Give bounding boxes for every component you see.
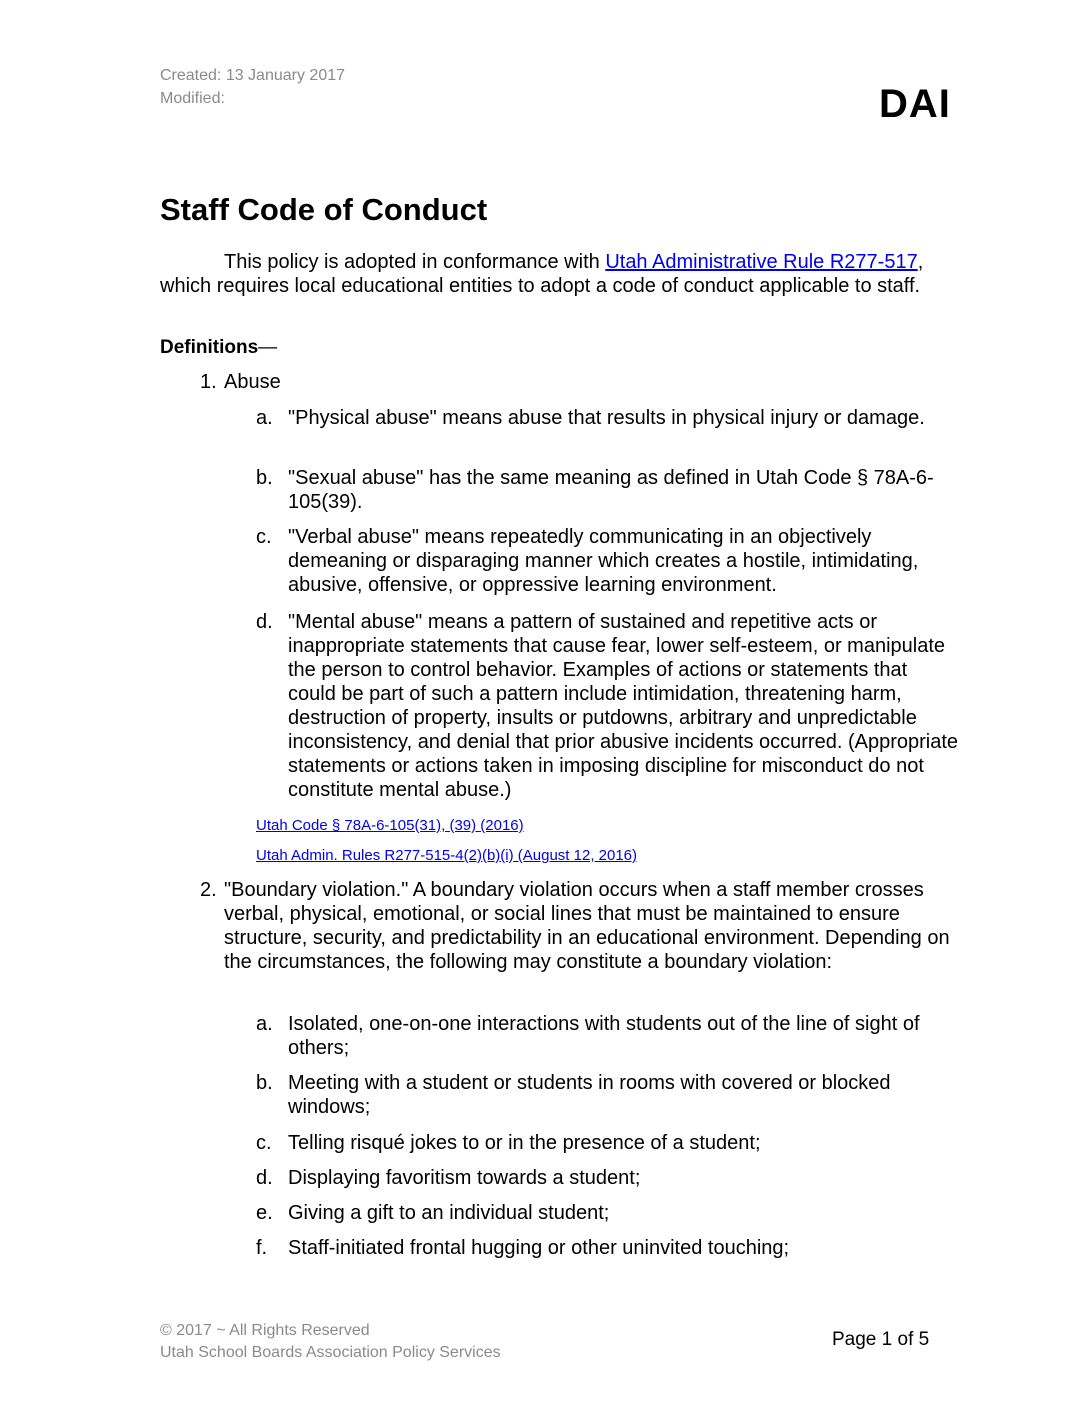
page-number: Page 1 of 5 (832, 1329, 930, 1350)
list-item-abuse-d (256, 610, 960, 802)
definition-verbal-abuse: "Verbal abuse" means repeatedly communicating in an objectively demeaning or disparaging manner which creates a hostile, intimidating, abusive, offensive, or oppressive learning environment. (288, 526, 919, 596)
rule-link[interactable]: Utah Administrative Rule R277-517 (605, 251, 918, 273)
policy-code: DAI (879, 82, 951, 126)
footer-copyright-block (160, 1320, 501, 1364)
list-number: 2. (200, 879, 217, 901)
modified-date: Modified: (160, 90, 225, 107)
list-item-boundary-violation (200, 878, 960, 998)
list-item-boundary-a (256, 1012, 960, 1060)
boundary-example-text: Telling risqué jokes to or in the presence of a student; (288, 1132, 761, 1154)
definition-sexual-abuse: "Sexual abuse" has the same meaning as defined in Utah Code § 78A-6-105(39). (288, 467, 934, 513)
list-letter: c. (256, 526, 272, 548)
list-letter: b. (256, 1072, 273, 1094)
list-item-abuse-c (256, 525, 960, 597)
intro-paragraph (160, 250, 960, 298)
definition-physical-abuse: "Physical abuse" means abuse that results in physical injury or damage. (288, 407, 925, 429)
copyright-text: © 2017 ~ All Rights Reserved (160, 1322, 370, 1339)
list-letter: d. (256, 611, 273, 633)
boundary-example-text: Staff-initiated frontal hugging or other uninvited touching; (288, 1237, 790, 1259)
definitions-label: Definitions (160, 337, 259, 358)
page-title: Staff Code of Conduct (160, 192, 488, 227)
citation-utah-admin-rules[interactable]: Utah Admin. Rules R277-515-4(2)(b)(i) (August 12, 2016) (256, 847, 638, 864)
definition-mental-abuse: "Mental abuse" means a pattern of sustained and repetitive acts or inappropriate statements that cause fear, lower self-esteem, or manipulate the person to control behavior. Examples of actions or statements that could be part of such a pattern include intimidation, threatening harm, destruction of property, insults or putdowns, arbitrary and unpredictable inconsistency, and denial that prior abusive incidents occurred. (Appropriate statements or actions taken in imposing discipline for misconduct do not constitute mental abuse.) (288, 611, 958, 801)
boundary-example-text: Meeting with a student or students in rooms with covered or blocked windows; (288, 1072, 891, 1118)
list-letter: a. (256, 407, 273, 429)
list-letter: e. (256, 1202, 273, 1224)
publisher-text: Utah School Boards Association Policy Services (160, 1344, 501, 1361)
citation-utah-code[interactable]: Utah Code § 78A-6-105(31), (39) (2016) (256, 817, 524, 834)
list-item-abuse-b (256, 466, 960, 514)
boundary-example-text: Giving a gift to an individual student; (288, 1202, 610, 1224)
intro-text-start: This policy is adopted in conformance with (224, 251, 606, 273)
boundary-violation-text: "Boundary violation." A boundary violation occurs when a staff member crosses verbal, physical, emotional, or social lines that must be maintained to ensure structure, security, and predictability in an educational environment. Depending on the circumstances, the following may constitute a boundary violation: (224, 879, 950, 973)
intro-text-end: , which requires local educational entities to adopt a code of conduct applicable to staff. (160, 251, 924, 297)
list-item-boundary-b (256, 1071, 960, 1119)
boundary-example-text: Displaying favoritism towards a student; (288, 1167, 641, 1189)
list-letter: d. (256, 1167, 273, 1189)
created-date: Created: 13 January 2017 (160, 67, 346, 84)
list-item-abuse-a (256, 406, 956, 454)
list-letter: c. (256, 1132, 272, 1154)
list-number: 1. (200, 371, 217, 393)
definitions-heading (160, 336, 277, 360)
boundary-example-text: Isolated, one-on-one interactions with students out of the line of sight of others; (288, 1013, 920, 1059)
abuse-label: Abuse (224, 371, 281, 393)
list-letter: b. (256, 467, 273, 489)
definitions-dash: — (258, 337, 278, 358)
list-letter: a. (256, 1013, 273, 1035)
document-metadata (160, 64, 345, 110)
list-letter: f. (256, 1237, 268, 1259)
